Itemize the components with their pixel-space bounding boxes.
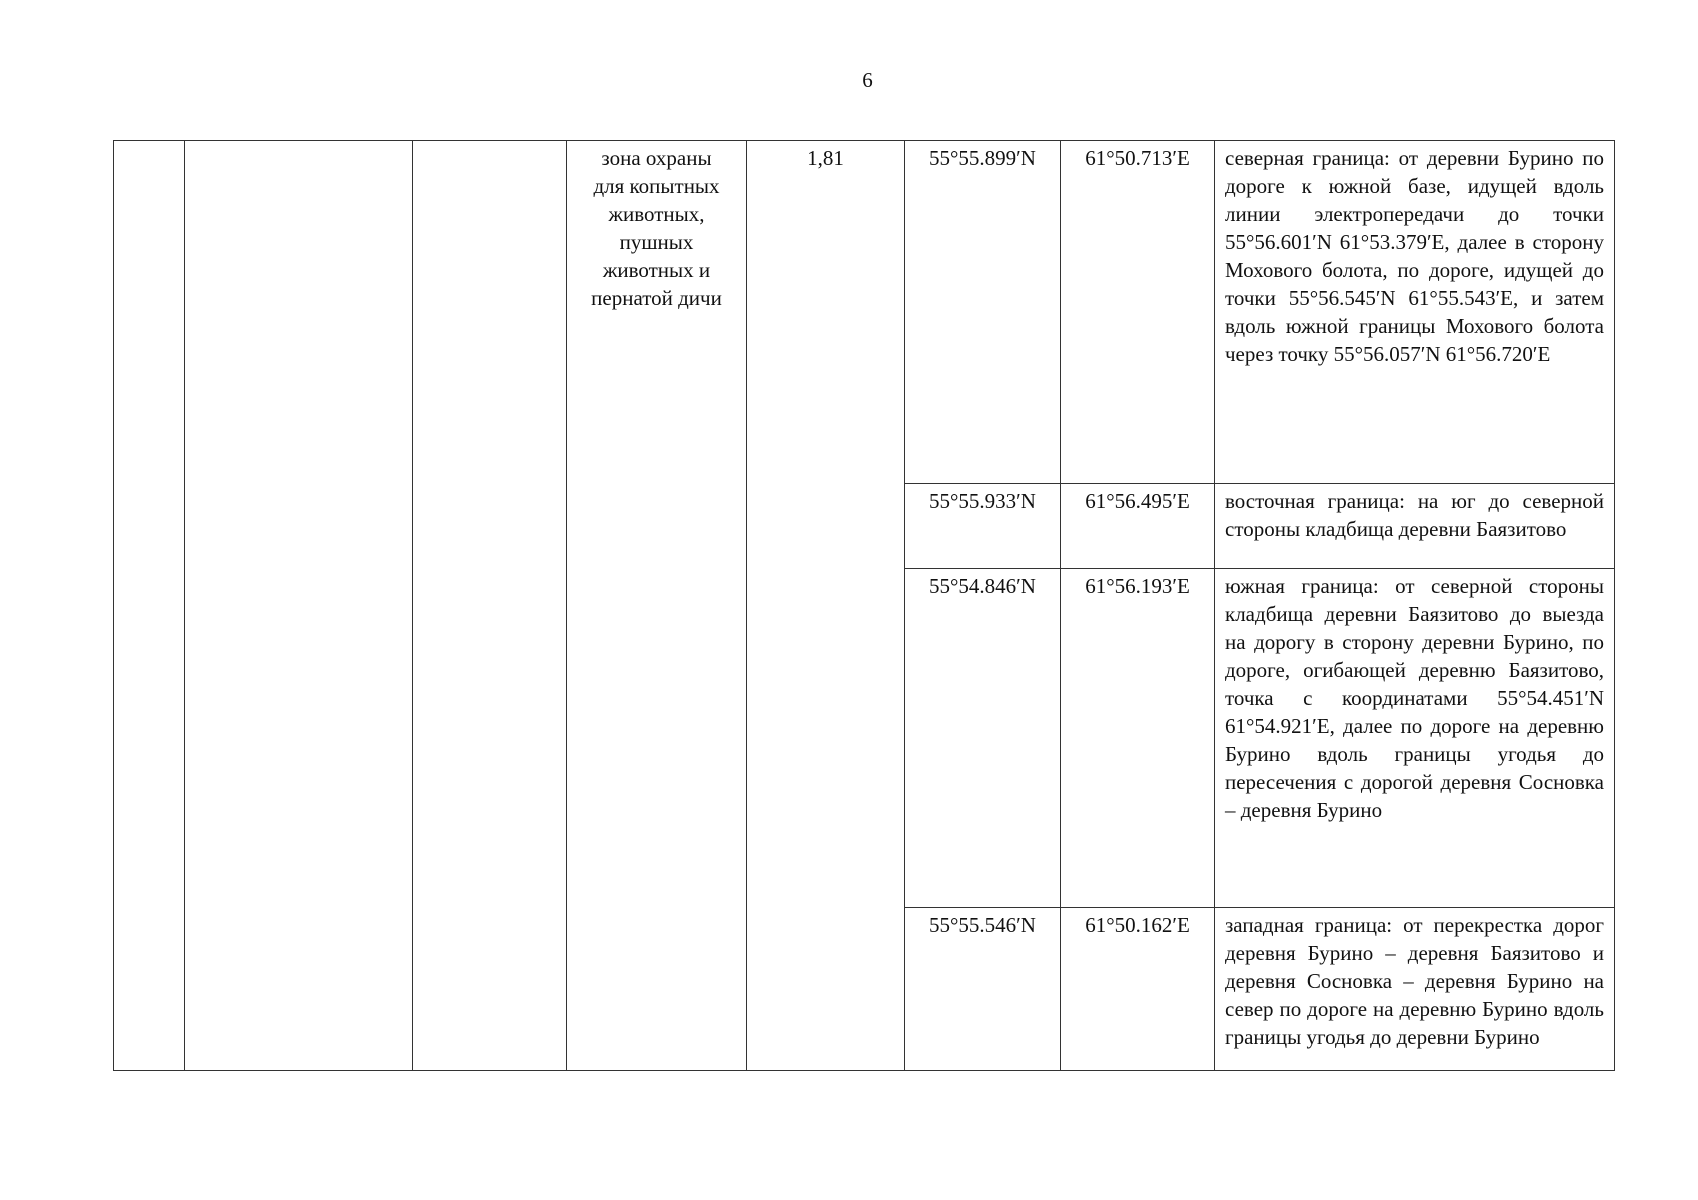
longitude-cell: 61°56.193′E [1061, 569, 1215, 908]
boundary-description-cell [1215, 569, 1615, 908]
longitude-cell: 61°50.713′E [1061, 141, 1215, 484]
zone-type-cell [567, 141, 747, 1071]
area-cell [747, 141, 905, 1071]
latitude-cell: 55°54.846′N [905, 569, 1061, 908]
boundary-description-cell [1215, 908, 1615, 1071]
boundary-description: восточная граница: на юг до северной стороны кладбища деревни Баязитово [1225, 489, 1604, 541]
longitude-cell: 61°56.495′E [1061, 484, 1215, 569]
boundary-description: южная граница: от северной стороны кладбища деревни Баязитово до выезда на дорогу в сторону деревни Бурино, по дороге, огибающей деревню Баязитово, точка с координатами 55°54.451′N 61°54.921′E, далее по дороге на деревню Бурино вдоль границы угодья до пересечения с дорогой деревня Сосновка – деревня Бурино [1225, 574, 1604, 822]
latitude-cell: 55°55.933′N [905, 484, 1061, 569]
empty-cell [413, 141, 567, 1071]
table-row [114, 141, 1615, 484]
latitude-cell: 55°55.546′N [905, 908, 1061, 1071]
boundaries-table [113, 140, 1615, 1071]
area-value: 1,81 [807, 146, 844, 170]
boundary-description-cell [1215, 484, 1615, 569]
boundary-description: северная граница: от деревни Бурино по дороге к южной базе, идущей вдоль линии электропередачи до точки 55°56.601′N 61°53.379′E, далее в сторону Мохового болота, по дороге, идущей до точки 55°56.545′N 61°55.543′E, и затем вдоль южной границы Мохового болота через точку 55°56.057′N 61°56.720′E [1225, 146, 1604, 366]
empty-cell [185, 141, 413, 1071]
latitude-cell: 55°55.899′N [905, 141, 1061, 484]
zone-type: зона охраны для копытных животных, пушных животных и пернатой дичи [591, 146, 722, 310]
boundary-description: западная граница: от перекрестка дорог деревня Бурино – деревня Баязитово и деревня Сосновка – деревня Бурино на север по дороге на деревню Бурино вдоль границы угодья до деревни Бурино [1225, 913, 1604, 1049]
boundary-description-cell [1215, 141, 1615, 484]
empty-cell [114, 141, 185, 1071]
longitude-cell: 61°50.162′E [1061, 908, 1215, 1071]
page-number: 6 [862, 68, 873, 92]
